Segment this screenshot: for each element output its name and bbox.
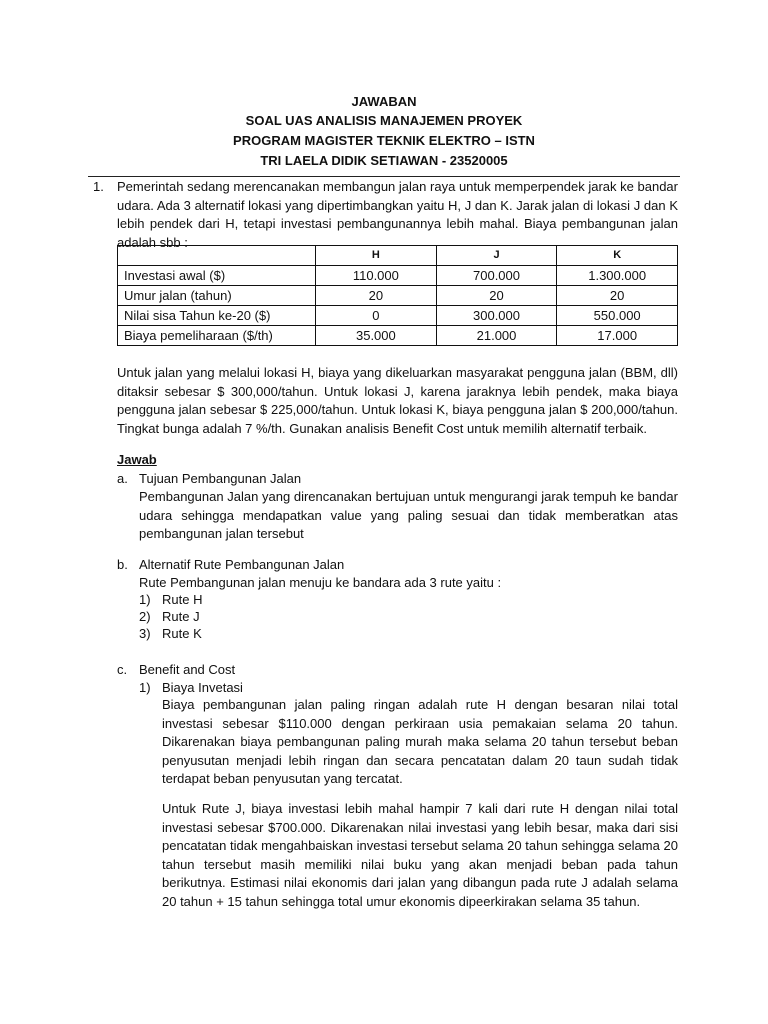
table-row <box>118 306 678 326</box>
subsection-1-marker: 1) <box>139 680 151 695</box>
table-row <box>118 266 678 286</box>
question-number: 1. <box>93 179 104 194</box>
table-cell: Umur jalan (tahun) <box>118 286 316 306</box>
table-header-cell: J <box>436 246 557 266</box>
route-item-k: Rute K <box>162 626 202 641</box>
section-b-heading: Alternatif Rute Pembangunan Jalan <box>139 557 345 572</box>
table-cell: Investasi awal ($) <box>118 266 316 286</box>
table-header-cell <box>118 246 316 266</box>
table-cell: 21.000 <box>436 326 557 346</box>
answer-title: Jawab <box>117 452 157 467</box>
route-item-marker: 1) <box>139 592 151 607</box>
table-cell: 700.000 <box>436 266 557 286</box>
table-row <box>118 286 678 306</box>
route-item-h: Rute H <box>162 592 203 607</box>
section-a-marker: a. <box>117 471 128 486</box>
table-header-row <box>118 246 678 266</box>
table-cell: 20 <box>436 286 557 306</box>
route-item-marker: 2) <box>139 609 151 624</box>
section-a-text: Pembangunan Jalan yang direncanakan bertujuan untuk mengurangi jarak tempuh ke bandar udara sehingga mendapatkan value yang paling sesuai dan tidak memberatkan atas pembangunan jalan tersebut <box>139 489 678 541</box>
table-cell: 300.000 <box>436 306 557 326</box>
question-text: Pemerintah sedang merencanakan membangun jalan raya untuk memperpendek jarak ke bandar udara. Ada 3 alternatif lokasi yang dipertimbangkan yaitu H, J dan K. Jarak jalan di lokasi J dan K lebih pendek dari H, tetapi investasi pembangunannya lebih mahal. Biaya pembangunan jalan adalah sbb : <box>117 179 678 250</box>
section-b-intro: Rute Pembangunan jalan menuju ke bandara ada 3 rute yaitu : <box>139 575 502 590</box>
table-row <box>118 326 678 346</box>
table-cell: 20 <box>557 286 678 306</box>
table-cell: 0 <box>316 306 437 326</box>
header-divider <box>88 176 680 177</box>
table-header-cell: H <box>316 246 437 266</box>
table-cell: 110.000 <box>316 266 437 286</box>
section-a-heading: Tujuan Pembangunan Jalan <box>139 471 302 486</box>
cost-table <box>117 245 678 346</box>
table-cell: 35.000 <box>316 326 437 346</box>
section-c-heading: Benefit and Cost <box>139 662 236 677</box>
subsection-1-heading: Biaya Invetasi <box>162 680 243 695</box>
header-program: PROGRAM MAGISTER TEKNIK ELEKTRO – ISTN <box>233 133 535 148</box>
table-cell: Biaya pemeliharaan ($/th) <box>118 326 316 346</box>
header-author: TRI LAELA DIDIK SETIAWAN - 23520005 <box>260 153 508 168</box>
investment-paragraph-h: Biaya pembangunan jalan paling ringan adalah rute H dengan besaran nilai total investasi sebesar $110.000 dengan perkiraan usia pemakaian selama 20 tahun. Dikarenakan biaya pembangunan paling murah maka selama 20 tahun tersebut beban penyusutan menjadi lebih ringan dan secara pencatatan dalam 20 taun sudah tidak terdapat beban penyusutan yang tercatat. <box>162 697 678 786</box>
section-c-marker: c. <box>117 662 128 677</box>
header-title: JAWABAN <box>351 94 417 109</box>
investment-paragraph-j: Untuk Rute J, biaya investasi lebih mahal hampir 7 kali dari rute H dengan nilai total investasi sebesar $700.000. Dikarenakan nilai investasi yang lebih besar, maka dari sisi pencatatan tidak mengahbaiskan investasi tersebut selama 20 tahun sehingga selama 20 tahun tersebut masih memiliki nilai buku yang akan menjadi beban pada tahun berikutnya. Estimasi nilai ekonomis dari jalan yang dibangun pada rute J adalah selama 20 tahun + 15 tahun sehingga total umur ekonomis dipeerkirakan selama 35 tahun. <box>162 801 678 909</box>
table-cell: 20 <box>316 286 437 306</box>
table-cell: 550.000 <box>557 306 678 326</box>
question-followup: Untuk jalan yang melalui lokasi H, biaya yang dikeluarkan masyarakat pengguna jalan (BBM, dll) ditaksir sebesar $ 300,000/tahun. Untuk lokasi J, karena jaraknya lebih pendek, maka biaya pengguna jalan sebesar $ 225,000/tahun. Untuk lokasi K, biaya pengguna jalan $ 200,000/tahun. Tingkat bunga adalah 7 %/th. Gunakan analisis Benefit Cost untuk memilih alternatif terbaik. <box>117 365 678 436</box>
section-b-marker: b. <box>117 557 128 572</box>
table-cell: Nilai sisa Tahun ke-20 ($) <box>118 306 316 326</box>
route-item-j: Rute J <box>162 609 200 624</box>
route-item-marker: 3) <box>139 626 151 641</box>
header-subject: SOAL UAS ANALISIS MANAJEMEN PROYEK <box>245 113 523 128</box>
table-header-cell: K <box>557 246 678 266</box>
table-cell: 17.000 <box>557 326 678 346</box>
table-cell: 1.300.000 <box>557 266 678 286</box>
